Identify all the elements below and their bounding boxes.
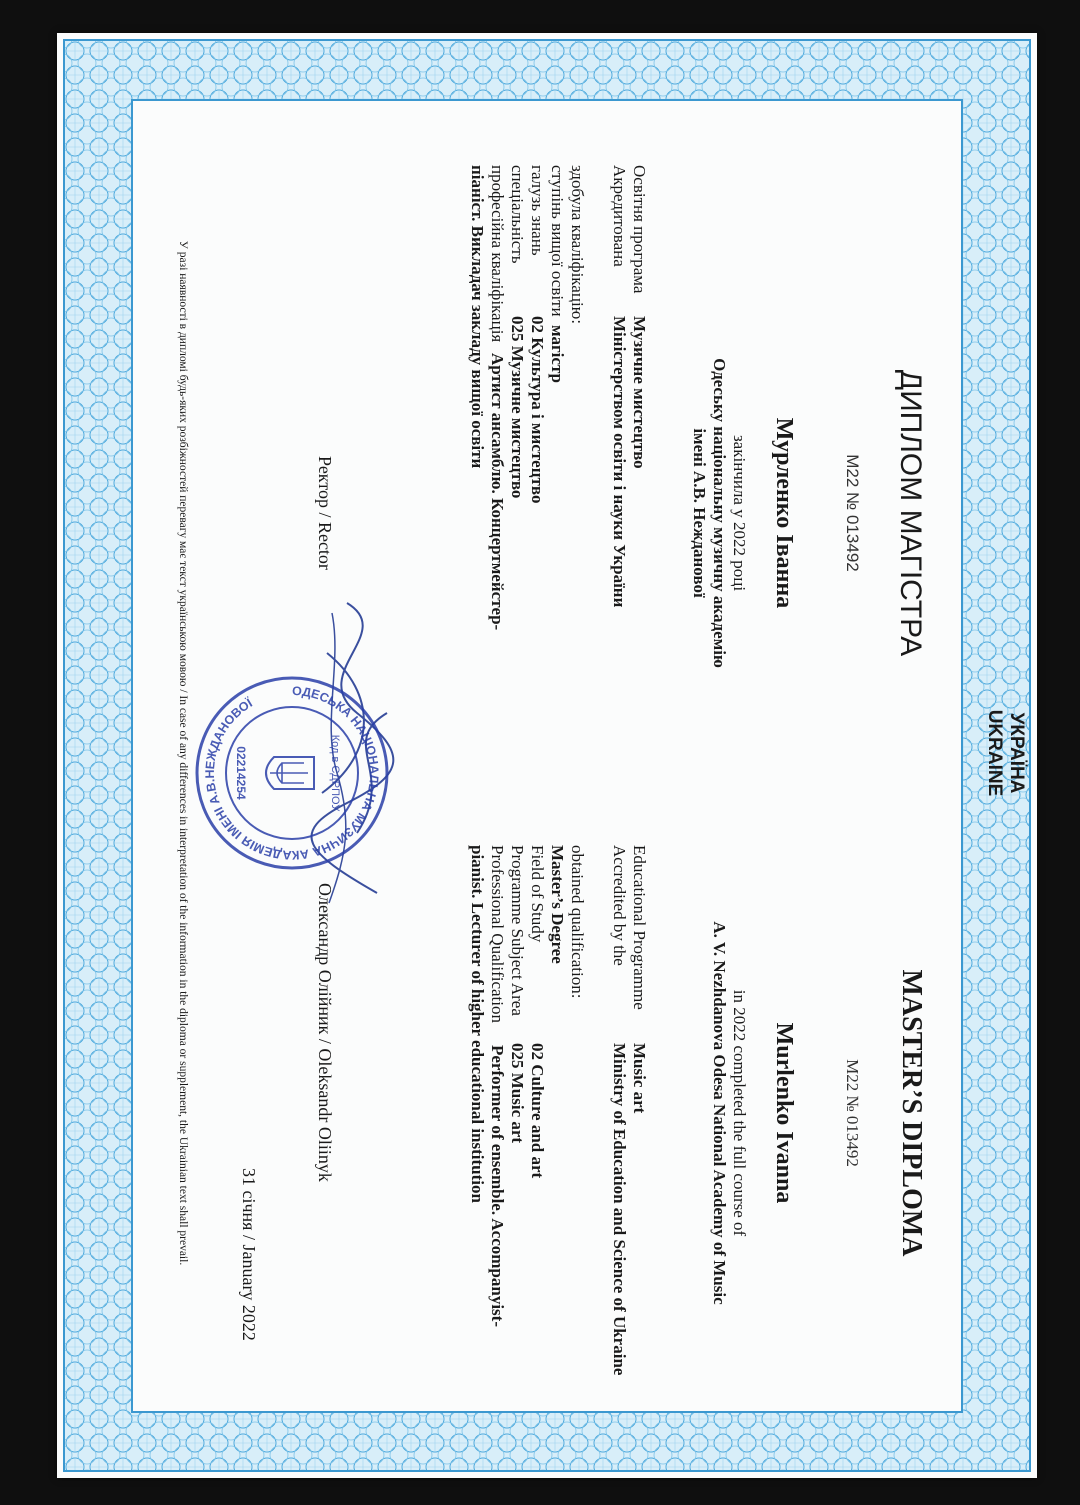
qual-value-ua-line1: Артист ансамблю. Концертмейстер- — [488, 353, 507, 631]
obtained-en: obtained qualification: — [568, 845, 587, 999]
title-en: MASTER’S DIPLOMA — [896, 969, 927, 1257]
footer-note: У разі наявності в дипломі будь-яких розбіжностей перевагу має текст українською мовою / In case of any differences in interpretation of the information in the diploma or supplement, the Ukrainian text shall prevail. — [177, 240, 189, 1266]
degree-value-ua: магістр — [548, 325, 567, 383]
stamp-ring-text: ОДЕСЬКА НАЦІОНАЛЬНА МУЗИЧНА АКАДЕМІЯ ІМЕНІ А.В.НЕЖДАНОВОЇ — [202, 683, 382, 863]
stamp-code-label: Код в ЄДРПОУ — [329, 734, 341, 812]
degree-label-ua: ступінь вищої освіти — [548, 165, 567, 317]
accredited-label-ua: Акредитована — [610, 165, 629, 267]
issue-date: 31 січня / January 2022 — [239, 1168, 259, 1341]
programme-label-ua: Освітня програма — [630, 165, 649, 294]
institution-stamp — [192, 673, 392, 873]
institution-ua-line2: імені А.В. Нежданової — [690, 428, 709, 598]
completed-ua: закінчила у 2022 році — [730, 434, 749, 592]
country-uk: УКРАЇНА — [1006, 712, 1027, 794]
area-value-en: 025 Music art — [508, 1043, 527, 1144]
institution-ua-line1: Одеську національну музичну академію — [710, 358, 729, 668]
accredited-label-en: Accredited by the — [610, 845, 629, 966]
qual-value-en-line1: Performer of ensemble. Accompanyist- — [488, 1045, 507, 1327]
qual-label-ua: професійна кваліфікація — [488, 165, 507, 343]
accredited-value-ua: Міністерством освіти і науки України — [610, 316, 629, 608]
country-header — [983, 653, 1027, 853]
title-ua: ДИПЛОМ МАГІСТРА — [894, 369, 927, 657]
programme-value-en: Music art — [630, 1043, 649, 1114]
rector-label: Ректор / Rector — [315, 456, 335, 570]
number-ua: М22 № 013492 — [843, 454, 862, 572]
country-en: UKRAINE — [984, 709, 1005, 797]
programme-value-ua: Музичне мистецтво — [630, 316, 649, 469]
field-label-ua: галузь знань — [528, 165, 547, 256]
accredited-value-en: Ministry of Education and Science of Ukraine — [610, 1043, 629, 1376]
institution-en: A. V. Nezhdanova Odesa National Academy of Music — [710, 921, 729, 1305]
qual-label-en: Professional Qualification — [488, 845, 507, 1023]
area-label-en: Programme Subject Area — [508, 845, 527, 1016]
completed-en: in 2022 completed the full course of — [730, 989, 749, 1237]
number-en: М22 № 013492 — [843, 1059, 862, 1167]
name-en: Murlenko Ivanna — [771, 1022, 797, 1204]
specialty-value-ua: 025 Музичне мистецтво — [508, 316, 527, 499]
field-label-en: Field of Study — [528, 845, 547, 943]
rotated-content — [62, 33, 1037, 1473]
qual-value-ua-line2: піаніст. Викладач закладу вищої освіти — [468, 165, 487, 469]
field-value-ua: 02 Культура і мистецтво — [528, 316, 547, 504]
stamp-code: 02214254 — [234, 746, 248, 800]
name-ua: Мурленко Іванна — [771, 417, 797, 609]
obtained-ua: здобула кваліфікацію: — [568, 165, 587, 325]
diploma-sheet — [57, 33, 1037, 1478]
degree-en: Master’s Degree — [548, 845, 567, 964]
programme-label-en: Educational Programme — [630, 845, 649, 1010]
qual-value-en-line2: pianist. Lecturer of higher educational institution — [468, 845, 487, 1203]
field-value-en: 02 Culture and art — [528, 1043, 547, 1179]
specialty-label-ua: спеціальність — [508, 165, 527, 264]
signer-name: Олександр Олійник / Oleksandr Oliinyk — [315, 883, 335, 1182]
